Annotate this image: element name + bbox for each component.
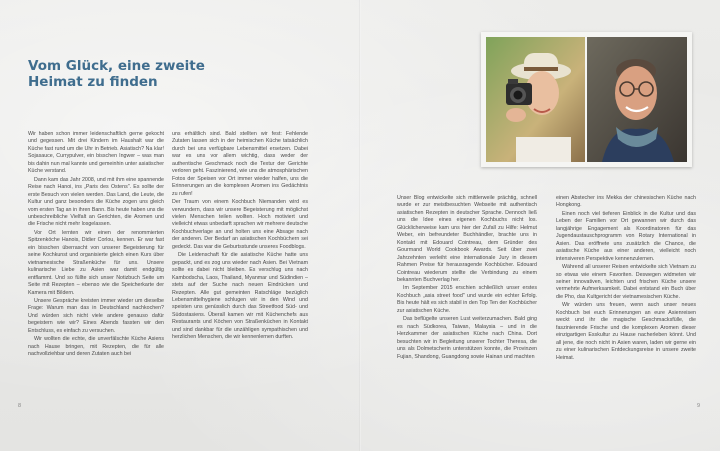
paragraph: uns erhältlich sind. Bald stellten wir fest: Fehlende Zutaten lassen sich in der heimischen Küche tatsächlich durch bei uns verfügbare Lebensmittel ersetzen. Dabei war es uns vor allem wichtig, dass weder der authentische Geschmack noch die Textur der Gerichte verloren geht. Faszinierend, wie uns die atmosphärischen Fotos der Speisen vor Ort immer wieder halfen, uns die Erinnerungen an die komplexen Aromen ins Gedächtnis zu rufen! [172, 131, 308, 197]
paragraph: Einen noch viel tieferen Einblick in die Kultur und das Leben der Familien vor Ort gewannen wir durch das langjährige Engagement als Koordinatoren für das Jugendaustauschprogramm von Rotary International in Asien. Das eröffnete uns zusätzlich die Chance, die asiatische Küche aus einer anderen, vielleicht noch intensiveren Perspektive kennenzulernen. [556, 210, 696, 262]
paragraph: einen Abstecher ins Mekka der chinesischen Küche nach Hongkong. [556, 195, 696, 209]
text-column-2 [172, 131, 308, 343]
paragraph: Unser Blog entwickelte sich mittlerweile prächtig, schnell wurde er zur meistbesuchten Webseite mit authentisch asiatischen Rezepten in deutscher Sprache. Dennoch ließ uns die Idee eines eigenen Kochbuchs nicht los. Glücklicherweise kam uns hier der Zufall zu Hilfe: Helmut Weber, ein befreundeter Buchhändler, brachte uns in Kontakt mit Edouard Cointreau, dem Gründer des Gourmand World Cookbook Awards. Seit über zwei Jahrzehnten verleiht eine internationale Jury in diesem Rahmen Preise für herausragende Kochbücher. Edouard Cointreau wiederum stellte die Verbindung zu einem bekannten Buchverlag her. [397, 195, 537, 283]
paragraph: Während all unserer Reisen entwickelte sich Vietnam zu so etwas wie einem Favoriten. Deswegen widmeten wir seiner innovativen, leichten und frischen Küche unsere vermehrte Aufmerksamkeit. Dabei entstand ein Buch über die Pho, das Kultgericht der vietnamesischen Küche. [556, 264, 696, 300]
paragraph: Unsere Gespräche kreisten immer wieder um dieselbe Frage: Warum man das in Deutschland nachkochen? Und würden sich nicht viele andere genauso dafür begeistern wie wir? Eines Abends fassten wir den Entschluss, es einfach zu versuchen. [28, 297, 164, 334]
text-column-3 [397, 195, 537, 362]
paragraph: Die Leidenschaft für die asiatische Küche hatte uns gepackt, und es zog uns wieder nach Asien. Bei Vietnam sollte es dabei nicht bleiben. Es verschlug uns nach Kambodscha, Laos, Thailand, Myanmar und Südindien – stets auf der Suche nach neuen Eindrücken und Rezepten. Alle gut gemeinten Ratschläge bezüglich Lebensmittelhygiene schlugen wir in den Wind und speisten uns genüsslich durch das Streetfood Süd- und Südostasiens. Überall kamen wir mit Küchenchefs aus Restaurants und Köchen von Straßenküchen in Kontakt und sind dankbar für die unzähligen sympathischen und herzlichen Menschen, die wir kennenlernen durften. [172, 252, 308, 341]
paragraph: Das beflügelte unseren Lust weiterzumachen. Bald ging es nach Südkorea, Taiwan, Malaysia – und in die Herzkammer der asiatischen Küche nach China. Dort besuchten wir in Begleitung unserer Tochter Theresa, die uns als Dolmetscherin unterstützen konnte, die Provinzen Fujian, Shandong, Guangdong sowie Hainan und machten [397, 316, 537, 360]
author-photo-illustration [486, 37, 687, 162]
text-column-1 [28, 131, 164, 360]
paragraph: Wir wollten die echte, die unverfälschte Küche Asiens nach Hause bringen, mit Rezepten, die für alle nachvollziehbar und deren Zutaten auch bei [28, 336, 164, 358]
author-photo [481, 32, 692, 167]
paragraph: Dann kam das Jahr 2008, und mit ihm eine spannende Reise nach Hanoi, ins „Paris des Ostens". Es sollte der erste Besuch von vielen werden. Das Land, die Leute, die Kultur und ganz besonders die Küche zogen uns gleich vom ersten Tag an in ihren Bann. Bis heute haben uns die unbeschreibliche Vielfalt an Gerichten, die Aromen und die Frische nicht mehr losgelassen. [28, 176, 164, 228]
gutter [359, 0, 361, 451]
page-number-left: 8 [18, 403, 22, 409]
page-title: Vom Glück, eine zweite Heimat zu finden [28, 58, 205, 90]
page-number-right: 9 [697, 403, 701, 409]
paragraph: Im September 2015 erschien schließlich unser erstes Kochbuch „asia street food" und wurde ein echter Erfolg. Bis heute hält es sich stabil in den Top Ten der Kochbücher zur asiatischen Küche. [397, 285, 537, 314]
paragraph: Wir würden uns freuen, wenn auch unser neues Kochbuch bei euch Erinnerungen an eure Asienreisen weckt und ihr die magische Geschmacksfülle, die faszinierende Frische und die komplexen Aromen dieser einzigartigen Esskultur zu Hause nacherleben könnt. Und all jene, die noch nicht in Asien waren, laden wir gerne ein zu einer kulinarischen Entdeckungsreise in unsere zweite Heimat. [556, 302, 696, 361]
paragraph: Der Traum von einem Kochbuch Niemanden wird es verwundern, dass wir unsere Begeisterung mit möglichst vielen Menschen teilen wollten. Hoch motiviert und vielleicht etwas unbedarft sprachen wir mehrere deutsche Kochbuchverlage an und holten uns eine Absage nach der anderen. Der Bedarf an asiatischen Kochbüchern sei gedeckt. Das war die Geburtsstunde unseres Foodblogs. [172, 199, 308, 250]
text-column-4 [556, 195, 696, 363]
paragraph: Wir haben schon immer leidenschaftlich gerne gekocht und gegessen. Mit drei Kindern im Haushalt war die Küche fast rund um die Uhr in Betrieb. Asiatisch? Na klar! Sojasauce, Currypulver, ein bisschen Ingwer – was man bis dahin nun mal kannte und gemeinhin unter asiatischer Küche verstand. [28, 131, 164, 175]
paragraph: Vor Ort lernten wir einen der renommierten Spitzenköche Hanois, Didier Corlou, kennen. Er war fast ein bisschen überrascht von unserer Begeisterung für seine Kochkunst und organisierte gleich einen Kurs über vietnamesische Straßenküche für uns. Unsere kulinarische Liebe zu Asien war damit endgültig entflammt. Und so füllte sich unser Notizbuch Seite um Seite mit Rezepten – ebenso wie die Speicherkarte der Kamera mit Bildern. [28, 229, 164, 296]
